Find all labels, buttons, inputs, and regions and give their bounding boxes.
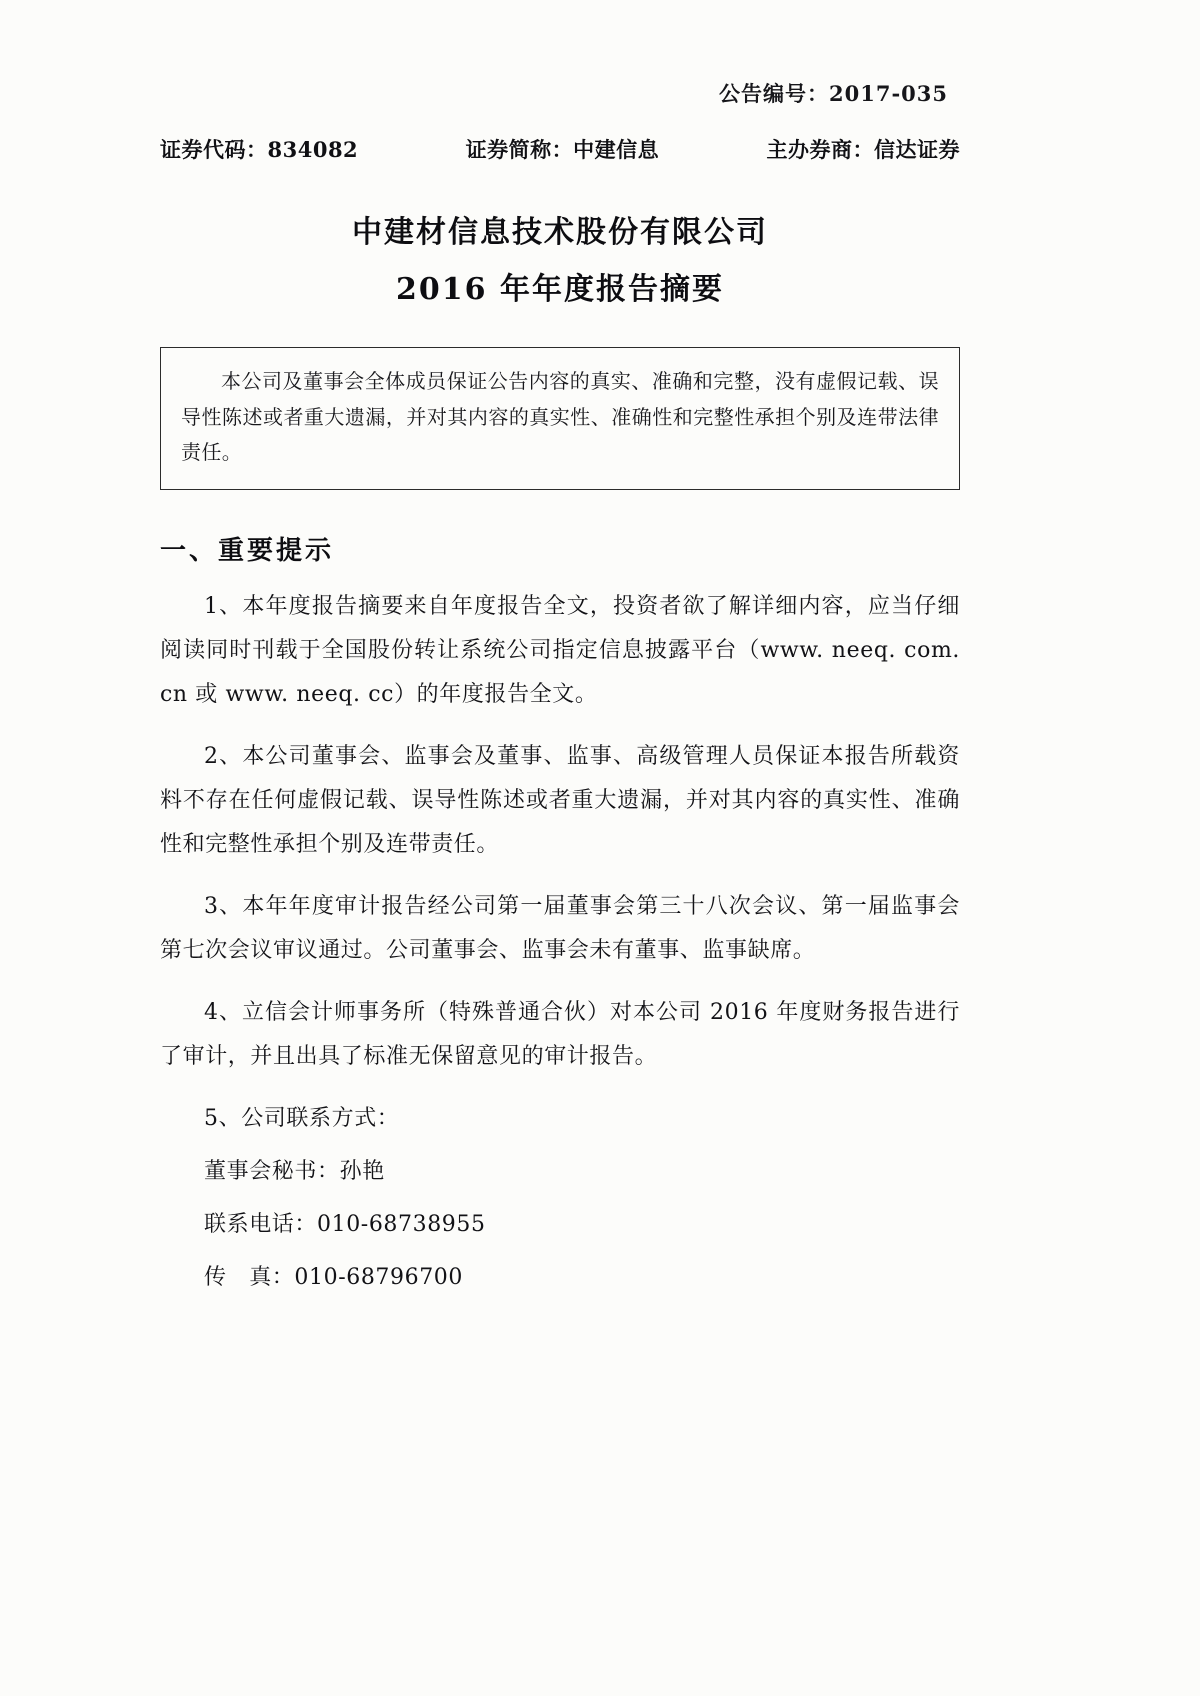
contact-fax: 传 真：010-68796700 bbox=[204, 1264, 464, 1290]
notice-item-3: 3、本年年度审计报告经公司第一届董事会第三十八次会议、第一届监事会第七次会议审议通过。公司董事会、监事会未有董事、监事缺席。 bbox=[160, 893, 960, 963]
company-name: 中建材信息技术股份有限公司 bbox=[352, 215, 768, 250]
security-info-row bbox=[160, 134, 960, 164]
disclaimer-text: 本公司及董事会全体成员保证公告内容的真实、准确和完整，没有虚假记载、误导性陈述或者重大遗漏，并对其内容的真实性、准确性和完整性承担个别及连带法律责任。 bbox=[181, 369, 939, 465]
disclaimer-box bbox=[160, 347, 960, 490]
announcement-number: 公告编号：2017-035 bbox=[719, 81, 948, 106]
notice-item-1: 1、本年度报告摘要来自年度报告全文，投资者欲了解详细内容，应当仔细阅读同时刊载于全国股份转让系统公司指定信息披露平台（www. neeq. com. cn 或 www. neeq. cc）的年度报告全文。 bbox=[160, 593, 960, 707]
section-heading-important-notice: 一、重要提示 bbox=[160, 535, 335, 566]
notice-item-4: 4、立信会计师事务所（特殊普通合伙）对本公司 2016 年度财务报告进行了审计，并且出具了标准无保留意见的审计报告。 bbox=[160, 999, 960, 1069]
security-abbreviation: 证券简称：中建信息 bbox=[465, 137, 660, 162]
sponsor-broker: 主办券商：信达证券 bbox=[766, 137, 960, 162]
security-code: 证券代码：834082 bbox=[160, 137, 359, 162]
notice-item-5: 5、公司联系方式： bbox=[204, 1105, 400, 1131]
document-content bbox=[160, 60, 960, 1299]
report-name: 2016 年年度报告摘要 bbox=[396, 271, 724, 307]
notice-item-2: 2、本公司董事会、监事会及董事、监事、高级管理人员保证本报告所载资料不存在任何虚假记载、误导性陈述或者重大遗漏，并对其内容的真实性、准确性和完整性承担个别及连带责任。 bbox=[160, 743, 960, 857]
page-title bbox=[160, 210, 960, 313]
contact-board-secretary: 董事会秘书：孙艳 bbox=[204, 1158, 385, 1184]
contact-phone: 联系电话：010-68738955 bbox=[204, 1211, 486, 1237]
